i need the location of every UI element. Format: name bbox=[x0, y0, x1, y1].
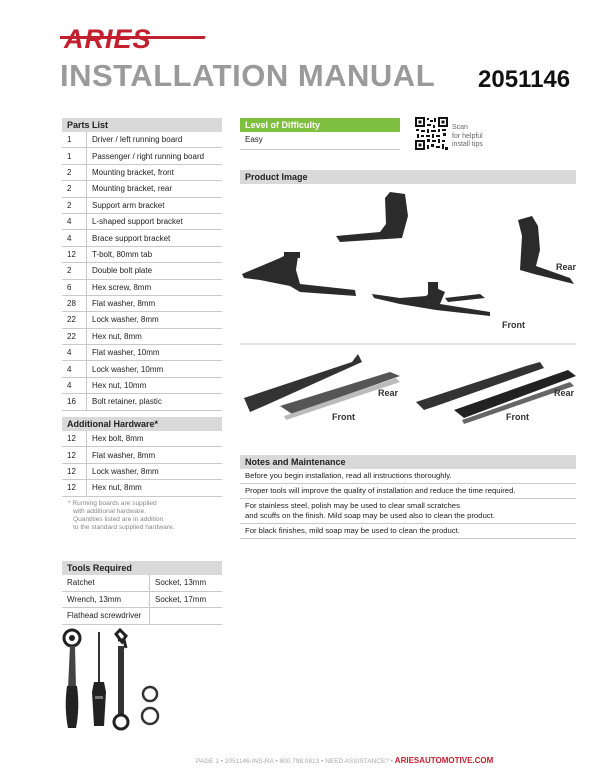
table-row bbox=[62, 148, 222, 164]
table-row bbox=[62, 431, 222, 447]
item-description: Mounting bracket, front bbox=[87, 164, 223, 180]
item-quantity: 2 bbox=[62, 181, 87, 197]
item-description: Hex nut, 10mm bbox=[87, 377, 223, 393]
table-row bbox=[62, 575, 222, 591]
table-row bbox=[62, 279, 222, 295]
item-quantity: 12 bbox=[62, 480, 87, 496]
footer bbox=[196, 756, 493, 765]
parts-list bbox=[62, 118, 222, 411]
tool-name: Socket, 13mm bbox=[150, 575, 223, 591]
item-description: Hex bolt, 8mm bbox=[87, 431, 223, 447]
qr-caption bbox=[452, 124, 483, 150]
additional-hardware-table bbox=[62, 431, 222, 497]
note-item: and scuffs on the finish. Mild soap may be used also to clean the product. bbox=[240, 511, 576, 524]
tools-table bbox=[62, 575, 222, 625]
item-description: Bolt retainer, plastic bbox=[87, 394, 223, 410]
support-arm-bracket-center bbox=[372, 282, 490, 316]
label-front-right: Front bbox=[506, 412, 529, 422]
socket-icon bbox=[142, 687, 158, 724]
item-description: Driver / left running board bbox=[87, 132, 223, 148]
item-description: L-shaped support bracket bbox=[87, 213, 223, 229]
item-description: Lock washer, 10mm bbox=[87, 361, 223, 377]
table-row bbox=[62, 608, 222, 625]
table-row bbox=[62, 230, 222, 246]
tools-illustration bbox=[62, 628, 172, 736]
mounting-bracket-tall bbox=[336, 192, 408, 242]
item-description: Flat washer, 10mm bbox=[87, 345, 223, 361]
table-row bbox=[62, 328, 222, 344]
item-quantity: 2 bbox=[62, 164, 87, 180]
qr-caption-line: install tips bbox=[452, 141, 483, 148]
table-row bbox=[62, 246, 222, 262]
item-description: Flat washer, 8mm bbox=[87, 447, 223, 463]
item-description: Hex nut, 8mm bbox=[87, 480, 223, 496]
running-board-stainless bbox=[244, 354, 400, 420]
additional-hardware-heading: Additional Hardware* bbox=[62, 417, 222, 431]
tool-name bbox=[150, 608, 223, 625]
label-rear-right: Rear bbox=[554, 388, 575, 398]
item-description: Hex nut, 8mm bbox=[87, 328, 223, 344]
item-quantity: 28 bbox=[62, 295, 87, 311]
difficulty-value: Easy bbox=[240, 132, 400, 150]
note-line: to the standard supplied hardware. bbox=[73, 524, 175, 532]
item-quantity: 4 bbox=[62, 230, 87, 246]
item-quantity: 4 bbox=[62, 213, 87, 229]
additional-hardware-note bbox=[62, 500, 222, 533]
logo-text: ARIES bbox=[64, 24, 152, 52]
item-quantity: 12 bbox=[62, 246, 87, 262]
table-row bbox=[62, 361, 222, 377]
item-quantity: 22 bbox=[62, 312, 87, 328]
running-board-black bbox=[416, 362, 576, 424]
parts-table bbox=[62, 132, 222, 411]
item-quantity: 2 bbox=[62, 197, 87, 213]
ratchet-icon bbox=[64, 630, 80, 728]
item-quantity: 12 bbox=[62, 447, 87, 463]
table-row bbox=[62, 312, 222, 328]
table-row bbox=[62, 181, 222, 197]
label-rear-top: Rear bbox=[556, 262, 576, 272]
table-row bbox=[62, 132, 222, 148]
tool-name: Ratchet bbox=[62, 575, 150, 591]
table-row bbox=[62, 197, 222, 213]
note-line: with additional hardware. bbox=[73, 507, 146, 515]
note-line: * Running boards are supplied bbox=[68, 499, 157, 507]
label-front-left: Front bbox=[332, 412, 355, 422]
item-quantity: 4 bbox=[62, 345, 87, 361]
mounting-bracket-rear bbox=[518, 216, 574, 284]
difficulty-panel bbox=[240, 118, 400, 150]
item-description: Lock washer, 8mm bbox=[87, 463, 223, 479]
item-description: Double bolt plate bbox=[87, 263, 223, 279]
table-row bbox=[62, 480, 222, 496]
table-row bbox=[62, 263, 222, 279]
wrench-icon bbox=[114, 630, 128, 729]
table-row bbox=[62, 394, 222, 410]
item-description: Lock washer, 8mm bbox=[87, 312, 223, 328]
screwdriver-icon bbox=[92, 632, 106, 726]
tool-name: Socket, 17mm bbox=[150, 591, 223, 608]
footer-text: PAGE 1 • 2051146-INS-RA • 800.798.0813 • NEED ASSISTANCE? • bbox=[196, 758, 393, 765]
notes-heading: Notes and Maintenance bbox=[240, 455, 576, 469]
item-quantity: 2 bbox=[62, 263, 87, 279]
item-description: Support arm bracket bbox=[87, 197, 223, 213]
item-quantity: 16 bbox=[62, 394, 87, 410]
tool-name: Flathead screwdriver bbox=[62, 608, 150, 625]
page-title: INSTALLATION MANUAL bbox=[60, 58, 436, 93]
item-description: Flat washer, 8mm bbox=[87, 295, 223, 311]
document-number: 2051146 bbox=[478, 66, 571, 93]
item-quantity: 12 bbox=[62, 463, 87, 479]
qr-code[interactable] bbox=[415, 117, 448, 150]
qr-caption-line: for helpful bbox=[452, 132, 483, 140]
table-row bbox=[62, 463, 222, 479]
tools-heading: Tools Required bbox=[62, 561, 222, 575]
tools-required bbox=[62, 561, 222, 625]
product-image-section bbox=[240, 170, 576, 184]
item-quantity: 22 bbox=[62, 328, 87, 344]
product-image-heading: Product Image bbox=[240, 170, 576, 184]
item-quantity: 1 bbox=[62, 132, 87, 148]
item-description: Passenger / right running board bbox=[87, 148, 223, 164]
item-quantity: 6 bbox=[62, 279, 87, 295]
item-description: Mounting bracket, rear bbox=[87, 181, 223, 197]
table-row bbox=[62, 345, 222, 361]
item-quantity: 1 bbox=[62, 148, 87, 164]
footer-website-link[interactable]: ARIESAUTOMOTIVE.COM bbox=[394, 756, 494, 765]
product-illustration bbox=[240, 186, 576, 431]
item-description: T-bolt, 80mm tab bbox=[87, 246, 223, 262]
aries-logo bbox=[60, 24, 210, 52]
table-row bbox=[62, 164, 222, 180]
qr-caption-line: Scan bbox=[452, 124, 468, 131]
tool-name: Wrench, 13mm bbox=[62, 591, 150, 608]
item-quantity: 4 bbox=[62, 361, 87, 377]
note-item: Before you begin installation, read all instructions thoroughly. bbox=[240, 469, 576, 484]
label-front-top: Front bbox=[502, 320, 525, 330]
additional-hardware bbox=[62, 417, 222, 533]
note-item: For black finishes, mild soap may be used to clean the product. bbox=[240, 524, 576, 539]
table-row bbox=[62, 377, 222, 393]
note-item: Proper tools will improve the quality of installation and reduce the time required. bbox=[240, 484, 576, 499]
difficulty-heading: Level of Difficulty bbox=[240, 118, 400, 132]
table-row bbox=[62, 591, 222, 608]
support-arm-bracket-left bbox=[242, 252, 356, 296]
table-row bbox=[62, 295, 222, 311]
label-rear-mid: Rear bbox=[378, 388, 399, 398]
item-quantity: 12 bbox=[62, 431, 87, 447]
item-quantity: 4 bbox=[62, 377, 87, 393]
note-item: For stainless steel, polish may be used to clear small scratches bbox=[245, 501, 460, 510]
note-line: Quantities listed are in addition bbox=[73, 516, 164, 524]
parts-list-heading: Parts List bbox=[62, 118, 222, 132]
item-description: Hex screw, 8mm bbox=[87, 279, 223, 295]
table-row bbox=[62, 447, 222, 463]
notes-section bbox=[240, 455, 576, 539]
item-description: Brace support bracket bbox=[87, 230, 223, 246]
table-row bbox=[62, 213, 222, 229]
